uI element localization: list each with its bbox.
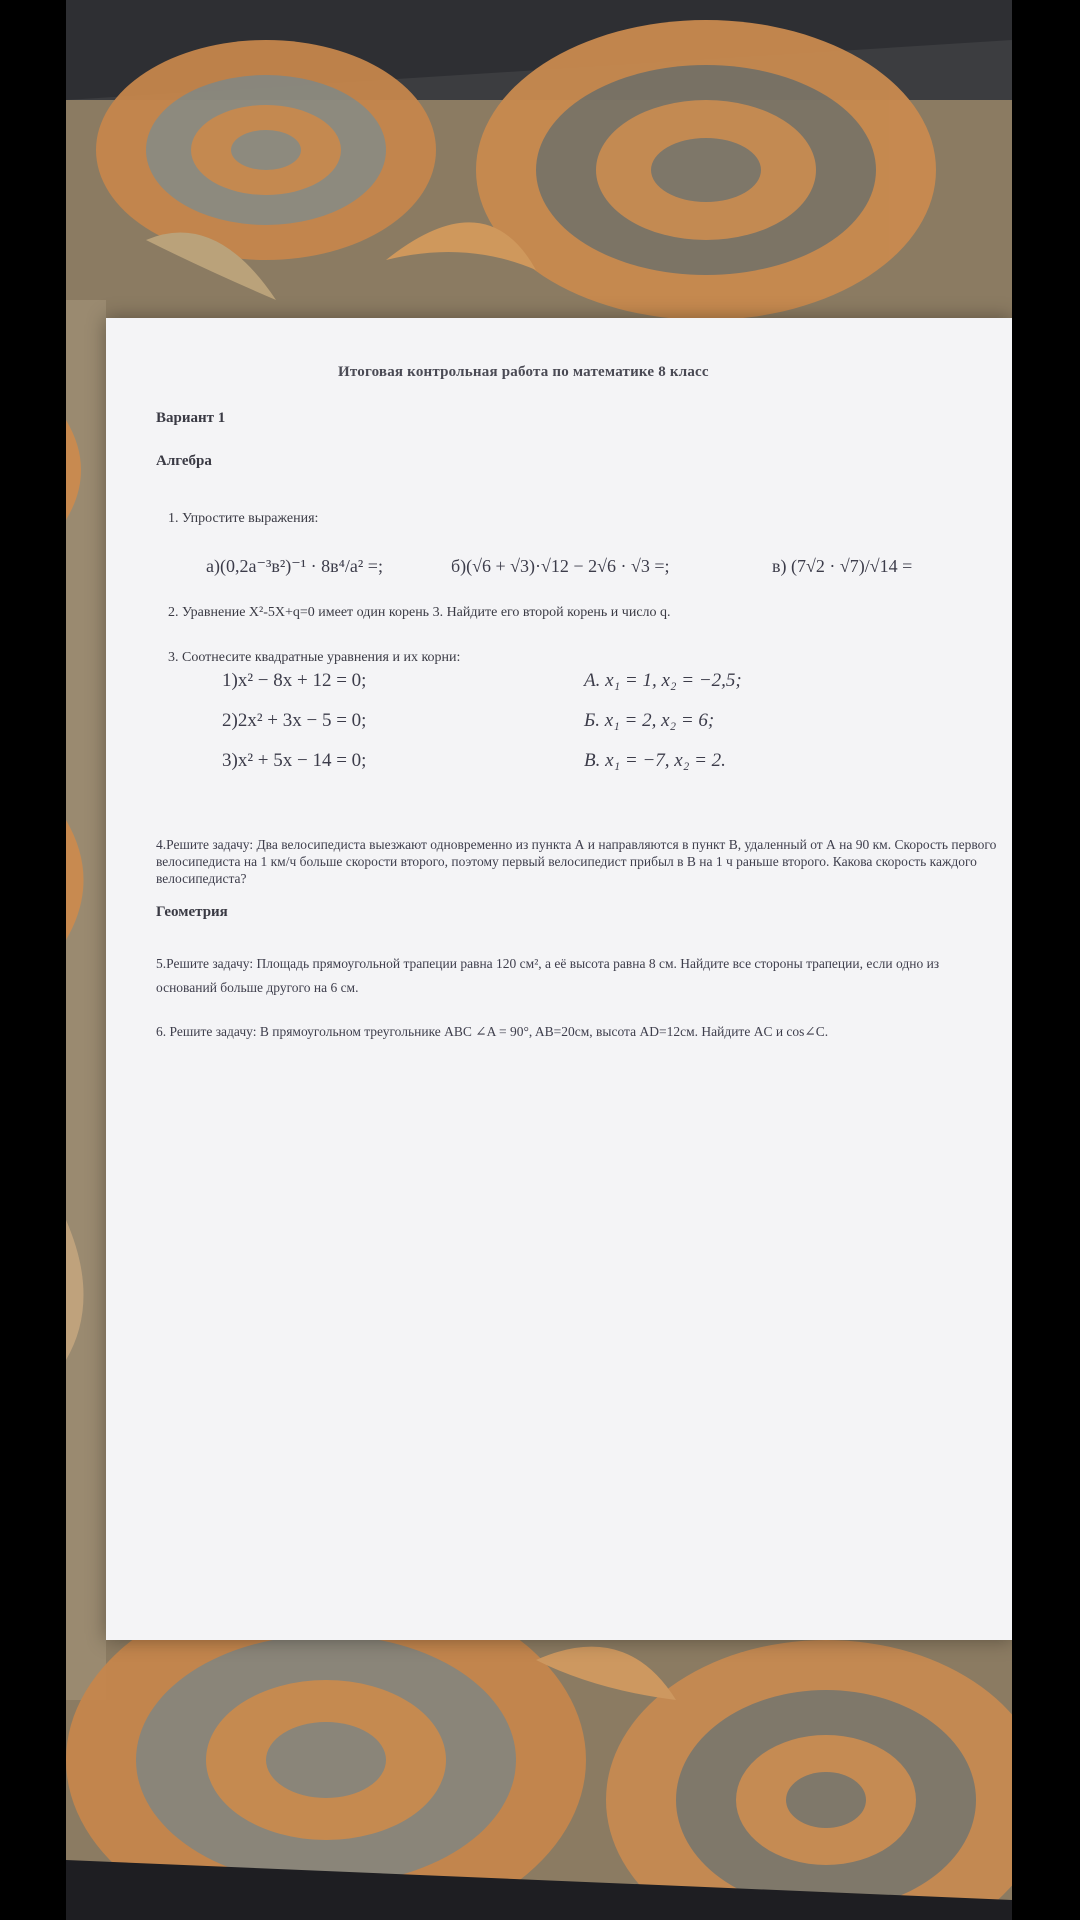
task-3-roots-b: Б. x₁ = 2, x₂ = 6;: [584, 710, 715, 731]
task-1-expression-c: в) (7√2 · √7)/√14 =: [772, 556, 913, 576]
geometry-heading: Геометрия: [156, 904, 228, 920]
task-2: 2. Уравнение X²-5X+q=0 имеет один корень 3. Найдите его второй корень и число q.: [168, 605, 671, 620]
variant-heading: Вариант 1: [156, 410, 226, 426]
right-black-bar: [1012, 0, 1080, 1920]
task-5: 5.Решите задачу: Площадь прямоугольной трапеции равна 120 см², а её высота равна 8 см. Найдите все стороны трапеции, если одно из оснований больше другого на 6 см.: [156, 956, 940, 995]
task-1-expression-b: б)(√6 + √3)·√12 − 2√6 · √3 =;: [451, 556, 670, 576]
task-6: 6. Решите задачу: В прямоугольном треугольнике ABC ∠A = 90°, AB=20см, высота AD=12см. Найдите AC и cos∠C.: [156, 1024, 829, 1039]
task-3-equation-2: 2)2x² + 3x − 5 = 0;: [222, 710, 367, 731]
task-3-equation-3: 3)x² + 5x − 14 = 0;: [222, 750, 367, 771]
task-3-prompt: 3. Соотнесите квадратные уравнения и их корни:: [168, 650, 461, 665]
algebra-heading: Алгебра: [156, 453, 212, 469]
task-4: 4.Решите задачу: Два велосипедиста выезжают одновременно из пункта А и направляются в пункт В, удаленный от А на 90 км. Скорость первого велосипедиста на 1 км/ч больше скорости второго, поэтому первый велосипедист прибыл в В на 1 ч раньше второго. Какова скорость каждого велосипедиста?: [156, 837, 997, 886]
task-1-prompt: 1. Упростите выражения:: [168, 511, 319, 526]
test-paper-sheet: [106, 318, 1012, 1640]
task-3-roots-c: В. x₁ = −7, x₂ = 2.: [584, 750, 726, 771]
task-3-roots-a: А. x₁ = 1, x₂ = −2,5;: [584, 670, 742, 691]
task-3-equation-1: 1)x² − 8x + 12 = 0;: [222, 670, 367, 691]
page-title: Итоговая контрольная работа по математике 8 класс: [338, 364, 709, 380]
task-1-expression-a: а)(0,2a⁻³в²)⁻¹ · 8в⁴/a² =;: [206, 556, 383, 576]
left-black-bar: [0, 0, 66, 1920]
